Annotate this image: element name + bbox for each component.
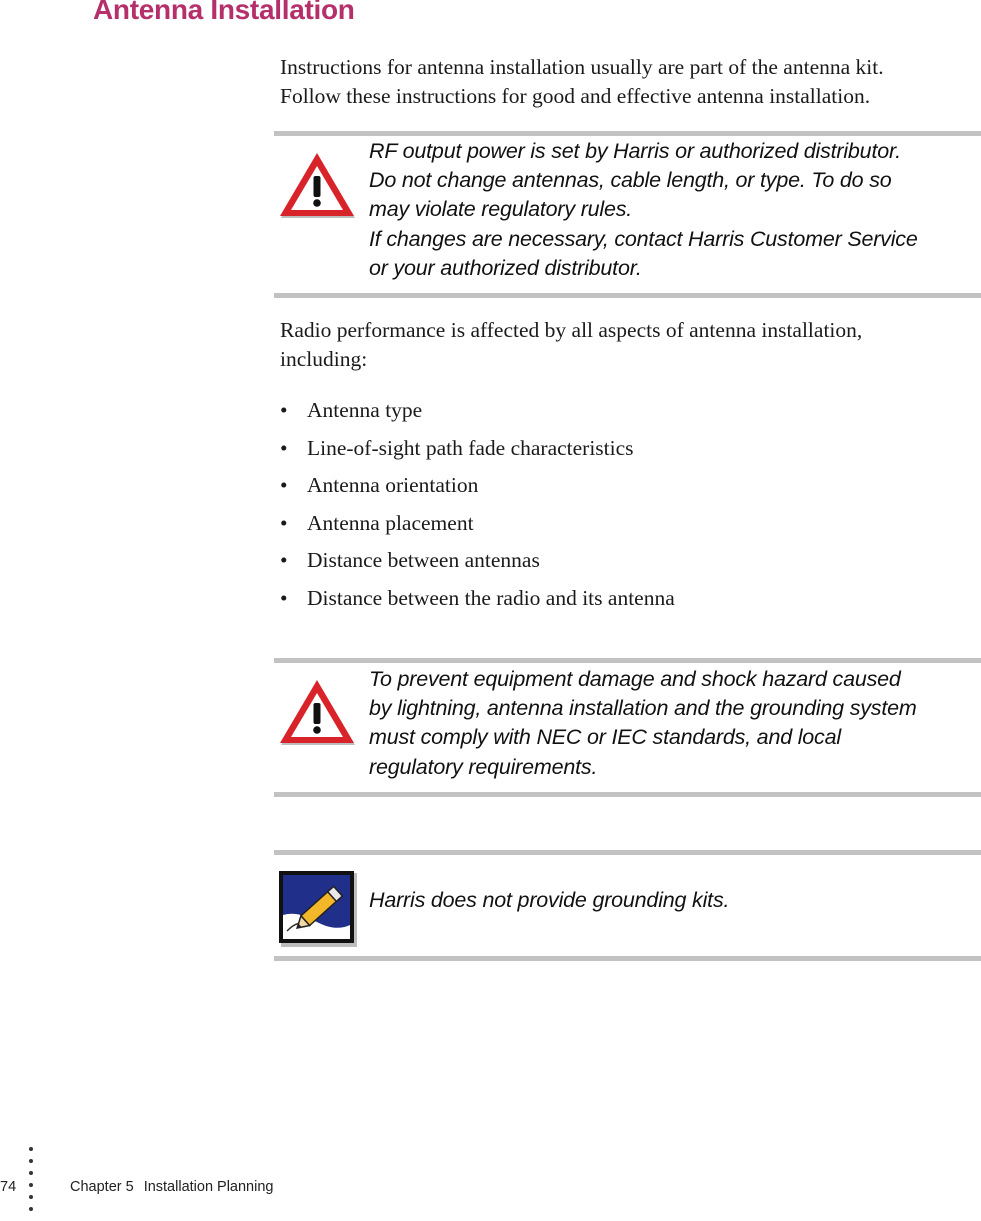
caution-line: To prevent equipment damage and shock hazard caused bbox=[369, 667, 901, 691]
factor-list bbox=[280, 392, 675, 618]
caution-line: must comply with NEC or IEC standards, and local bbox=[369, 725, 841, 750]
bullet-marker: • bbox=[280, 435, 288, 460]
list-item-text: Distance between antennas bbox=[307, 548, 540, 573]
pencil-note-icon bbox=[279, 871, 357, 952]
list-item bbox=[280, 580, 675, 618]
caution-top-rule bbox=[274, 131, 981, 136]
bullet-marker: • bbox=[280, 473, 288, 498]
caution-line: may violate regulatory rules. bbox=[369, 197, 633, 222]
intro-paragraph bbox=[280, 53, 970, 111]
chapter-number: Chapter 5 bbox=[70, 1179, 134, 1195]
list-item bbox=[280, 430, 675, 468]
list-item-text: Antenna type bbox=[307, 398, 423, 422]
warning-icon bbox=[278, 150, 356, 225]
caution-line: regulatory requirements. bbox=[369, 754, 598, 779]
chapter-title: Installation Planning bbox=[143, 1179, 274, 1195]
list-item bbox=[280, 467, 675, 505]
caution-text bbox=[369, 665, 981, 782]
caution-bottom-rule bbox=[274, 293, 981, 298]
note-text bbox=[369, 886, 981, 915]
caution-line: by lightning, antenna installation and the grounding system bbox=[369, 696, 917, 721]
caution-top-rule bbox=[274, 658, 981, 663]
performance-line: Radio performance is affected by all aspects of antenna installation, bbox=[280, 318, 863, 342]
list-item-text: Antenna placement bbox=[307, 510, 474, 535]
note-bottom-rule bbox=[274, 956, 981, 961]
caution-line: RF output power is set by Harris or authorized distributor. bbox=[369, 139, 901, 163]
footer-chapter bbox=[70, 1179, 273, 1195]
list-item-text: Antenna orientation bbox=[307, 473, 479, 498]
performance-line: including: bbox=[280, 347, 368, 371]
bullet-marker: • bbox=[280, 510, 288, 535]
caution-line: If changes are necessary, contact Harris Customer Service bbox=[369, 226, 918, 251]
section-title: Antenna Installation bbox=[93, 0, 355, 25]
footer-dot-leader bbox=[29, 1147, 35, 1219]
list-item bbox=[280, 542, 675, 580]
page-number: 74 bbox=[0, 1179, 17, 1195]
list-item-text: Distance between the radio and its antenna bbox=[307, 585, 675, 610]
list-item bbox=[280, 392, 675, 430]
caution-line: Do not change antennas, cable length, or type. To do so bbox=[369, 168, 892, 193]
caution-line: or your authorized distributor. bbox=[369, 255, 642, 280]
bullet-marker: • bbox=[280, 585, 288, 610]
intro-line: Instructions for antenna installation usually are part of the antenna kit. bbox=[280, 55, 884, 79]
warning-icon bbox=[278, 677, 356, 752]
performance-paragraph bbox=[280, 316, 970, 374]
list-item-text: Line-of-sight path fade characteristics bbox=[307, 435, 634, 460]
caution-bottom-rule bbox=[274, 792, 981, 797]
intro-line: Follow these instructions for good and effective antenna installation. bbox=[280, 84, 871, 108]
list-item bbox=[280, 505, 675, 543]
caution-text bbox=[369, 137, 981, 283]
bullet-marker: • bbox=[280, 398, 288, 422]
note-line: Harris does not provide grounding kits. bbox=[369, 888, 730, 912]
note-top-rule bbox=[274, 850, 981, 855]
bullet-marker: • bbox=[280, 548, 288, 573]
